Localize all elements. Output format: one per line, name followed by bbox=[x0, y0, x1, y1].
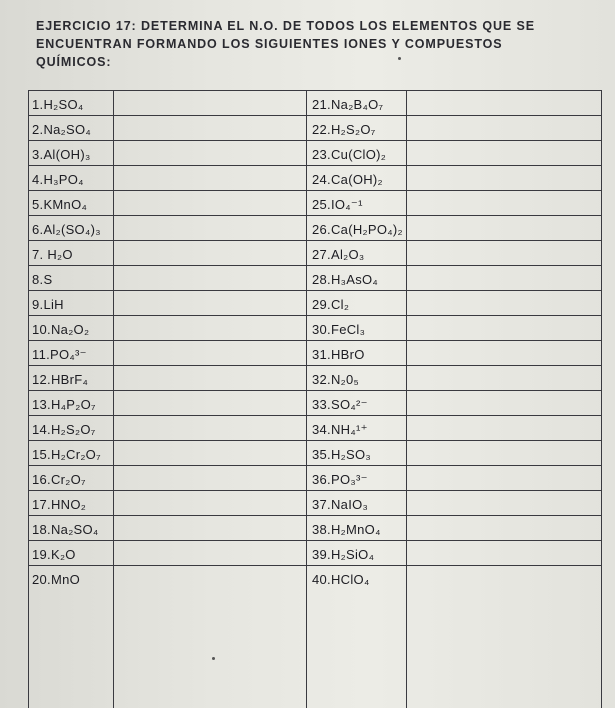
table-row bbox=[28, 240, 602, 266]
formula-left: 7. H₂O bbox=[32, 247, 73, 262]
table-row bbox=[28, 140, 602, 166]
table-row bbox=[28, 440, 602, 466]
formula-right: 26.Ca(H₂PO₄)₂ bbox=[312, 222, 403, 237]
formula-left: 5.KMnO₄ bbox=[32, 197, 88, 212]
formula-left: 18.Na₂SO₄ bbox=[32, 522, 99, 537]
exercise-header bbox=[36, 17, 596, 71]
exercise-table bbox=[28, 90, 602, 708]
formula-left: 3.Al(OH)₃ bbox=[32, 147, 91, 162]
table-row bbox=[28, 515, 602, 541]
table-row bbox=[28, 190, 602, 216]
formula-right: 33.SO₄²⁻ bbox=[312, 397, 368, 412]
header-line-3: QUÍMICOS: bbox=[36, 55, 112, 69]
formula-left: 9.LiH bbox=[32, 297, 64, 312]
formula-left: 12.HBrF₄ bbox=[32, 372, 89, 387]
table-row bbox=[28, 215, 602, 241]
formula-right: 39.H₂SiO₄ bbox=[312, 547, 375, 562]
formula-right: 24.Ca(OH)₂ bbox=[312, 172, 383, 187]
formula-right: 23.Cu(ClO)₂ bbox=[312, 147, 387, 162]
formula-left: 14.H₂S₂O₇ bbox=[32, 422, 96, 437]
table-row bbox=[28, 90, 602, 116]
formula-right: 30.FeCl₃ bbox=[312, 322, 366, 337]
table-row bbox=[28, 565, 602, 591]
formula-left: 11.PO₄³⁻ bbox=[32, 347, 87, 362]
formula-right: 40.HClO₄ bbox=[312, 572, 370, 587]
table-row bbox=[28, 490, 602, 516]
formula-left: 15.H₂Cr₂O₇ bbox=[32, 447, 101, 462]
table-row bbox=[28, 265, 602, 291]
formula-left: 16.Cr₂O₇ bbox=[32, 472, 86, 487]
table-row bbox=[28, 340, 602, 366]
formula-left: 8.S bbox=[32, 272, 53, 287]
formula-left: 6.Al₂(SO₄)₃ bbox=[32, 222, 101, 237]
formula-right: 21.Na₂B₄O₇ bbox=[312, 97, 384, 112]
formula-left: 10.Na₂O₂ bbox=[32, 322, 90, 337]
table-row bbox=[28, 115, 602, 141]
table-row bbox=[28, 415, 602, 441]
header-line-1: EJERCICIO 17: DETERMINA EL N.O. DE TODOS LOS ELEMENTOS QUE SE bbox=[36, 19, 535, 33]
table-row bbox=[28, 540, 602, 566]
table-row bbox=[28, 165, 602, 191]
formula-right: 34.NH₄¹⁺ bbox=[312, 422, 368, 437]
header-line-2: ENCUENTRAN FORMANDO LOS SIGUIENTES IONES Y COMPUESTOS bbox=[36, 37, 503, 51]
formula-right: 37.NaIO₃ bbox=[312, 497, 369, 512]
formula-left: 2.Na₂SO₄ bbox=[32, 122, 91, 137]
formula-right: 28.H₃AsO₄ bbox=[312, 272, 379, 287]
ink-mark bbox=[212, 657, 215, 660]
formula-left: 13.H₄P₂O₇ bbox=[32, 397, 96, 412]
formula-right: 36.PO₃³⁻ bbox=[312, 472, 368, 487]
formula-left: 1.H₂SO₄ bbox=[32, 97, 84, 112]
formula-right: 32.N₂0₅ bbox=[312, 372, 360, 387]
formula-left: 20.MnO bbox=[32, 572, 81, 587]
formula-right: 38.H₂MnO₄ bbox=[312, 522, 381, 537]
formula-left: 4.H₃PO₄ bbox=[32, 172, 84, 187]
formula-right: 31.HBrO bbox=[312, 347, 365, 362]
formula-right: 27.Al₂O₃ bbox=[312, 247, 365, 262]
table-row bbox=[28, 315, 602, 341]
formula-right: 22.H₂S₂O₇ bbox=[312, 122, 376, 137]
table-row bbox=[28, 290, 602, 316]
formula-right: 35.H₂SO₃ bbox=[312, 447, 371, 462]
table-row bbox=[28, 390, 602, 416]
formula-right: 29.Cl₂ bbox=[312, 297, 350, 312]
formula-right: 25.IO₄⁻¹ bbox=[312, 197, 363, 212]
formula-left: 19.K₂O bbox=[32, 547, 76, 562]
table-row bbox=[28, 365, 602, 391]
ink-mark bbox=[398, 57, 401, 60]
table-row bbox=[28, 465, 602, 491]
formula-left: 17.HNO₂ bbox=[32, 497, 87, 512]
